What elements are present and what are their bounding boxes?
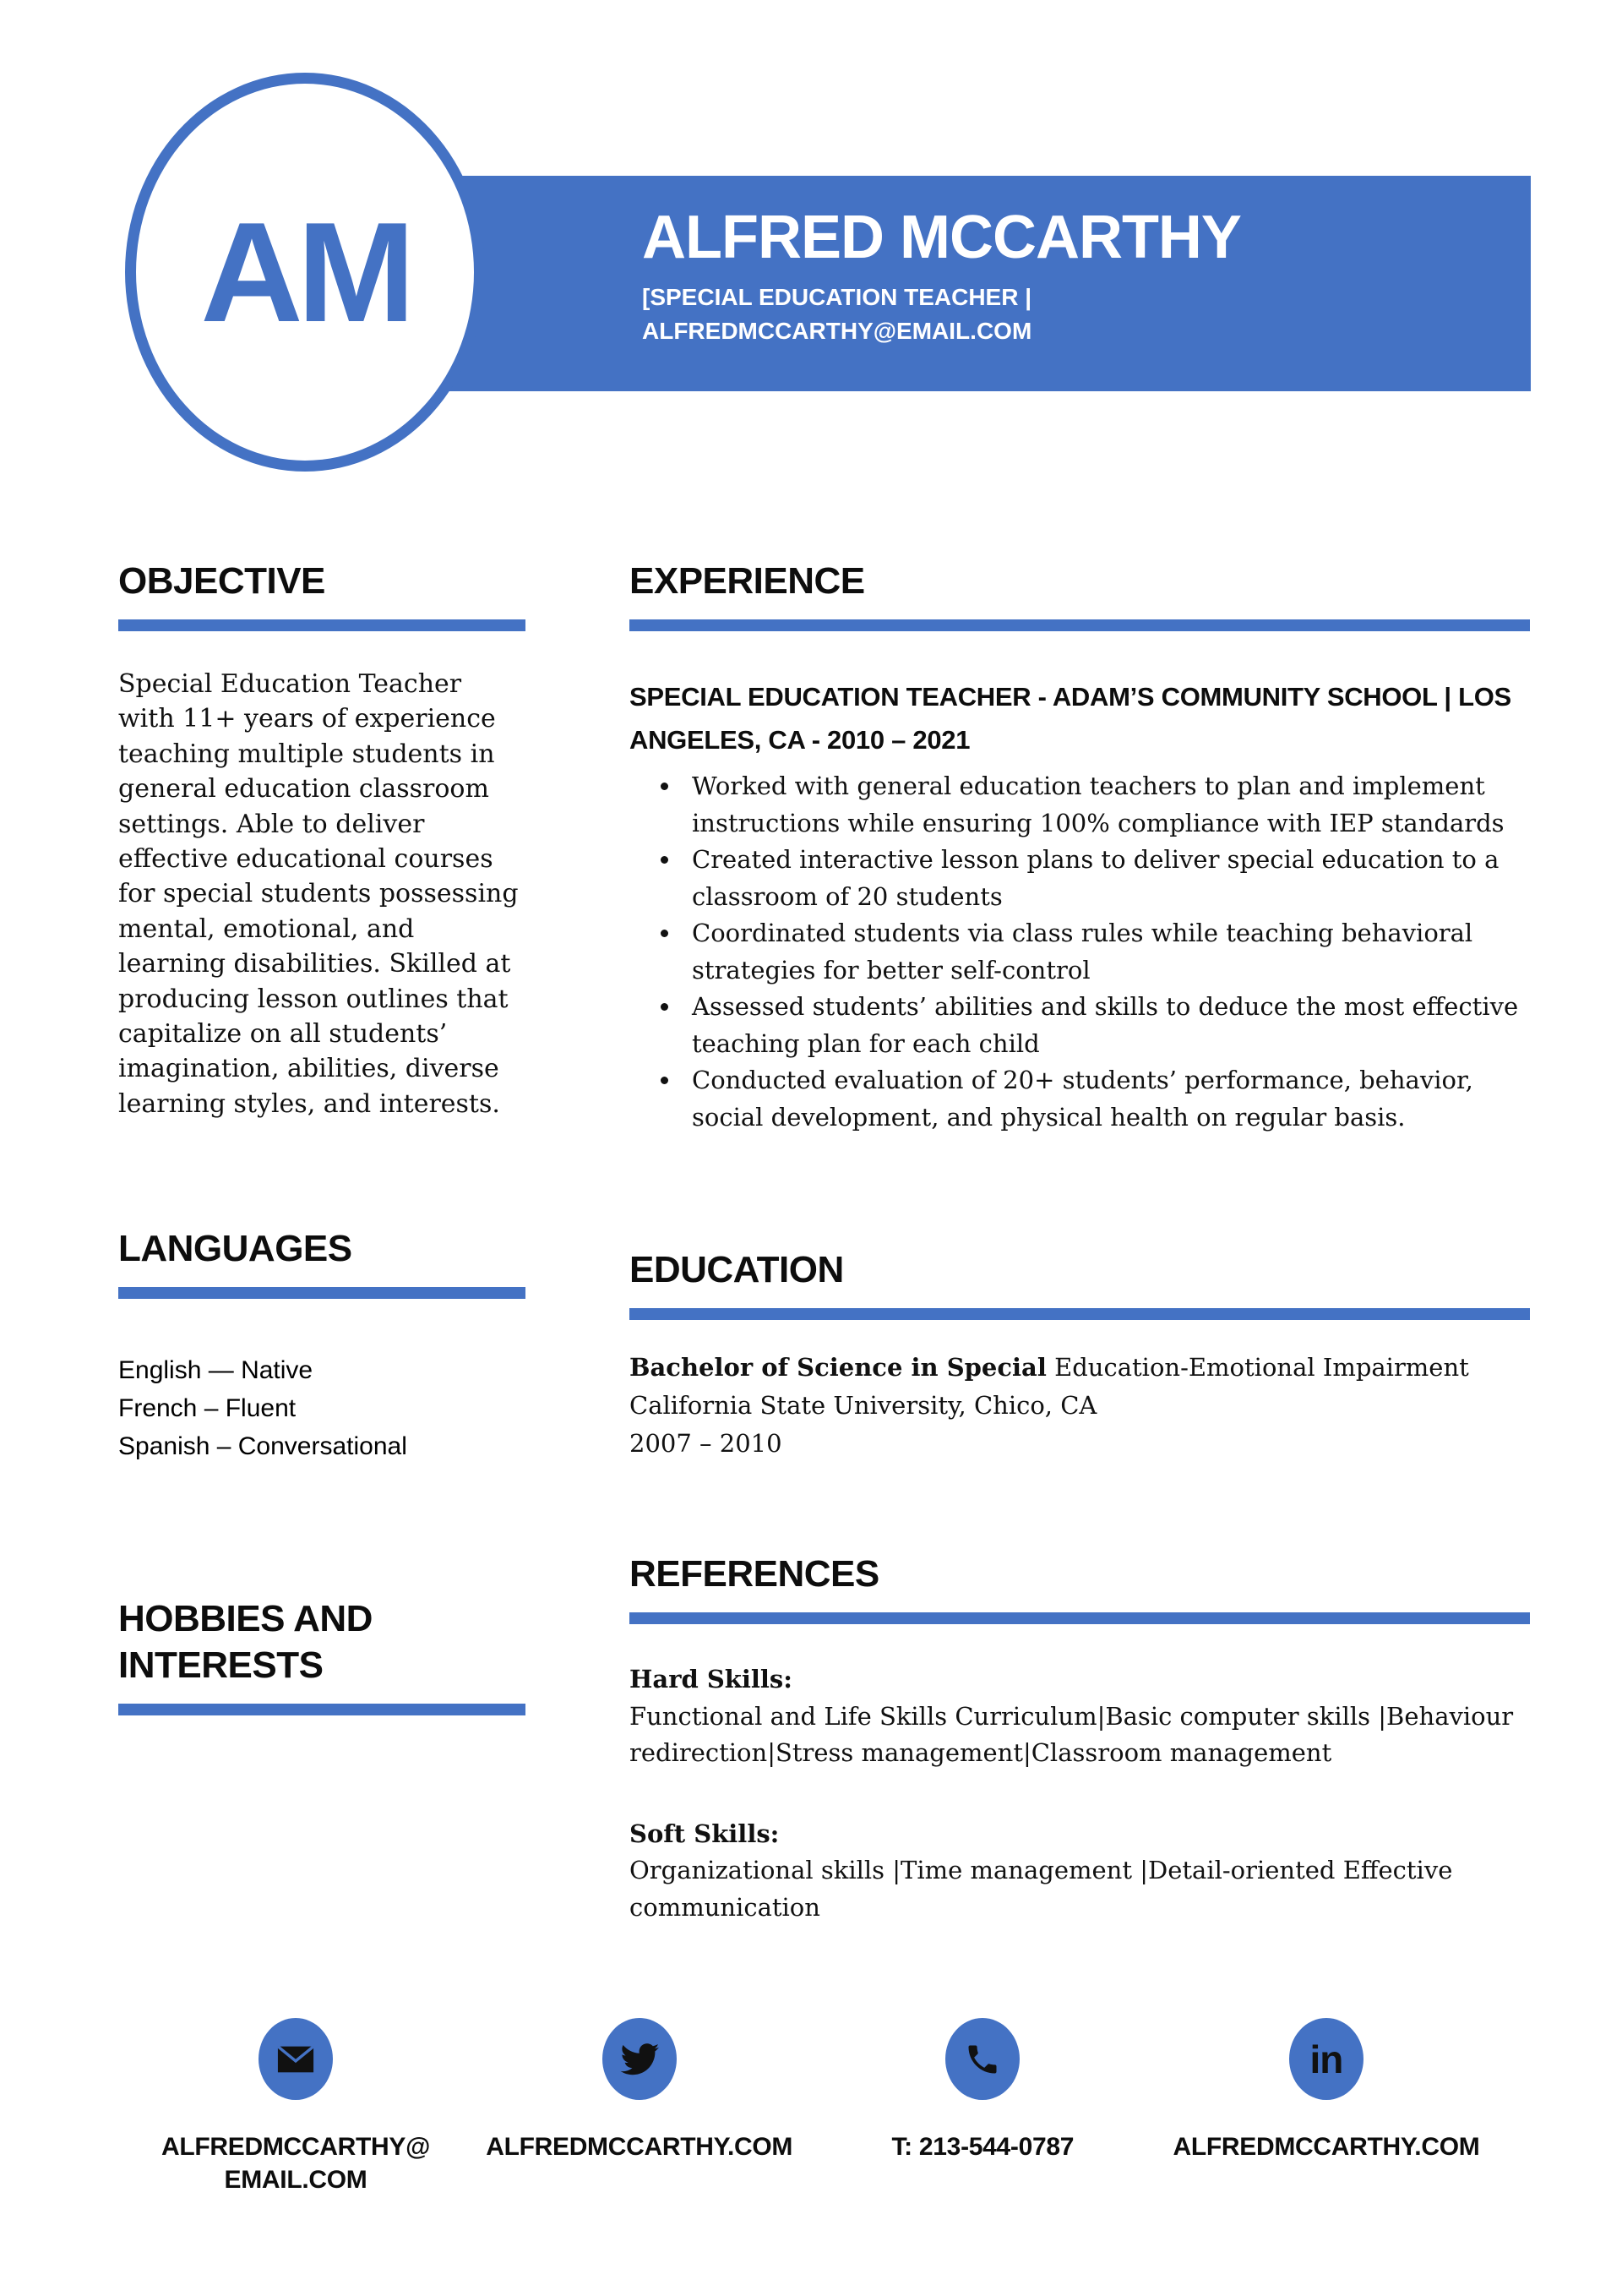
section-education (629, 1246, 1530, 1463)
phone-icon (945, 2018, 1020, 2100)
accent-bar (118, 1287, 525, 1299)
experience-bullet: • Conducted evaluation of 20+ students’ performance, behavior, social development, and physical health on regular basis. (682, 1062, 1530, 1136)
section-experience (629, 558, 1530, 1136)
experience-bullet: • Worked with general education teachers to plan and implement instructions while ensuring 100% compliance with IEP standards (682, 768, 1530, 842)
contact-item-linkedin (1174, 2018, 1478, 2196)
experience-heading: EXPERIENCE (629, 560, 865, 602)
accent-bar (118, 1704, 525, 1715)
twitter-icon (602, 2018, 677, 2100)
contact-item-phone (830, 2018, 1135, 2196)
email-icon (259, 2018, 333, 2100)
section-languages (118, 1225, 525, 1465)
hobbies-heading: HOBBIES AND INTERESTS (118, 1598, 373, 1686)
linkedin-icon (1289, 2018, 1363, 2100)
monogram-badge (125, 73, 485, 472)
education-degree-rest: Education-Emotional Impairment (1046, 1353, 1469, 1382)
contact-item-twitter (487, 2018, 792, 2196)
header-banner (304, 176, 1531, 391)
contact-label: ALFREDMCCARTHY.COM (486, 2133, 793, 2161)
contact-label: ALFREDMCCARTHY@EMAIL.COM (161, 2133, 431, 2194)
education-heading: EDUCATION (629, 1249, 844, 1290)
education-degree (629, 1349, 1530, 1387)
hard-skills-label: Hard Skills: (629, 1665, 792, 1693)
language-item: Spanish – Conversational (118, 1432, 407, 1460)
language-item: English — Native (118, 1356, 313, 1384)
experience-bullet: • Coordinated students via class rules while teaching behavioral strategies for better self-control (682, 915, 1530, 989)
accent-bar (118, 619, 525, 631)
section-objective (118, 558, 525, 1121)
soft-skills-label: Soft Skills: (629, 1819, 780, 1848)
accent-bar (629, 1612, 1530, 1624)
education-dates: 2007 – 2010 (629, 1428, 782, 1458)
education-school: California State University, Chico, CA (629, 1390, 1097, 1420)
contact-item-email (144, 2018, 448, 2196)
section-hobbies (118, 1595, 525, 1715)
languages-heading: LANGUAGES (118, 1228, 352, 1269)
contact-label: T: 213-544-0787 (891, 2133, 1075, 2161)
soft-skills-text: Organizational skills |Time management |Detail-oriented Effective communication (629, 1856, 1453, 1922)
job-title: [SPECIAL EDUCATION TEACHER | (642, 283, 1032, 310)
contact-label: ALFREDMCCARTHY.COM (1173, 2133, 1480, 2161)
linkedin-glyph: in (1309, 2037, 1343, 2081)
languages-list (118, 1351, 525, 1465)
page-title: ALFRED MCCARTHY (642, 204, 1241, 271)
section-references (629, 1551, 1530, 1926)
experience-bullet: • Created interactive lesson plans to deliver special education to a classroom of 20 students (682, 842, 1530, 915)
accent-bar (629, 1308, 1530, 1320)
header-email: ALFREDMCCARTHY@EMAIL.COM (642, 318, 1032, 345)
language-item: French – Fluent (118, 1394, 297, 1422)
objective-body: Special Education Teacher with 11+ years of experience teaching multiple students in general education classroom settings. Able to deliver effective educational courses for special students possessing mental, emotional, and learning disabilities. Skilled at producing lesson outlines that capitalize on all students’ imagination, abilities, diverse learning styles, and interests. (118, 669, 519, 1119)
references-heading: REFERENCES (629, 1553, 879, 1595)
monogram-initials: AM (200, 192, 410, 352)
hard-skills-text: Functional and Life Skills Curriculum|Basic computer skills |Behaviour redirection|Stress management|Classroom management (629, 1701, 1514, 1767)
education-degree-bold: Bachelor of Science in Special (629, 1353, 1047, 1382)
contact-footer (144, 2018, 1478, 2196)
objective-heading: OBJECTIVE (118, 560, 325, 602)
accent-bar (629, 619, 1530, 631)
experience-bullet: • Assessed students’ abilities and skills to deduce the most effective teaching plan for each child (682, 989, 1530, 1062)
experience-role: SPECIAL EDUCATION TEACHER - ADAM’S COMMUNITY SCHOOL | LOS ANGELES, CA - 2010 – 2021 (629, 682, 1511, 755)
experience-bullet-list (629, 768, 1530, 1136)
